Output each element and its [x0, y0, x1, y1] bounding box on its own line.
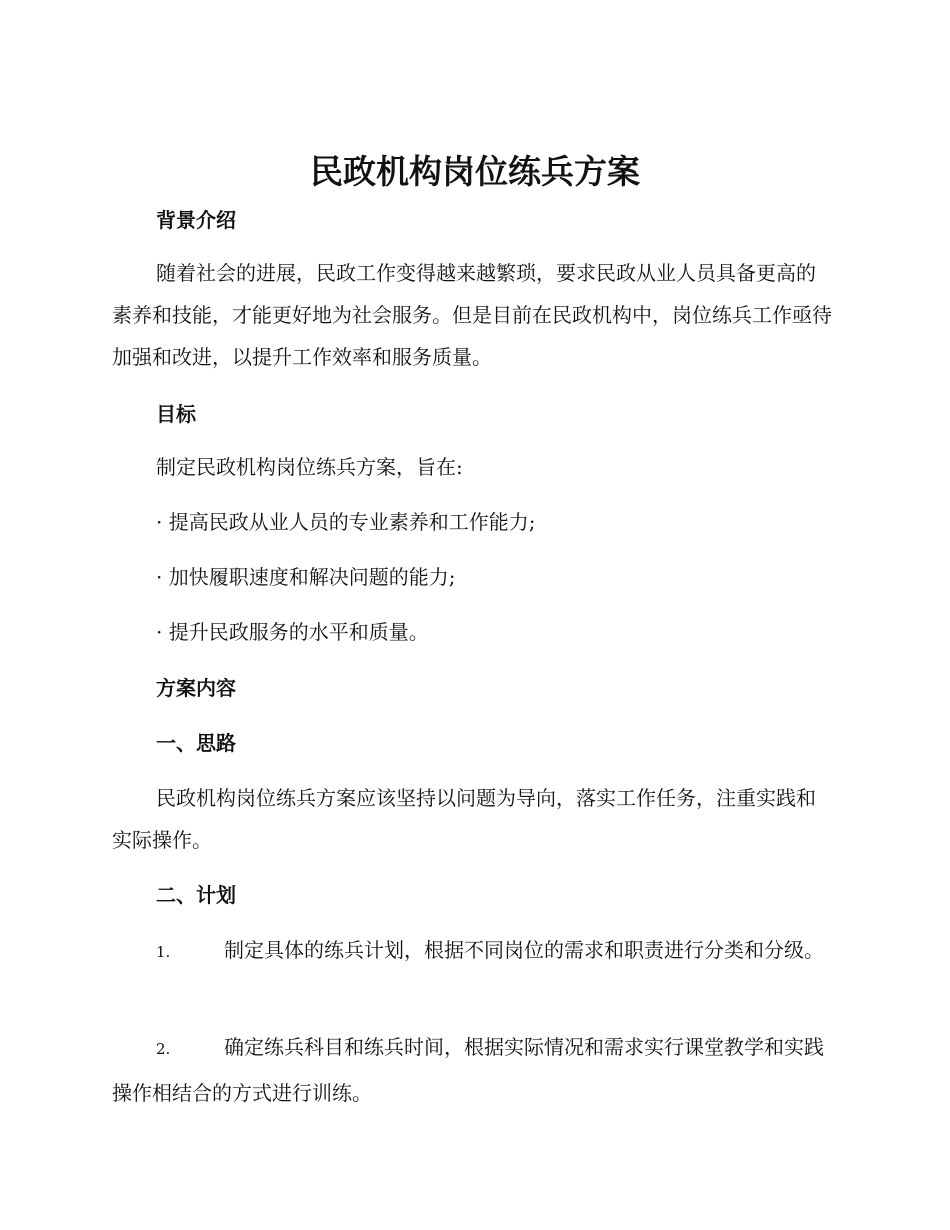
section-heading-goal: 目标	[156, 402, 196, 426]
plan-item-1	[112, 928, 832, 974]
plan-item-number: 1.	[156, 943, 171, 961]
goal-bullet-3: · 提升民政服务的水平和质量。	[156, 620, 429, 644]
background-paragraph: 随着社会的进展，民政工作变得越来越繁琐，要求民政从业人员具备更高的素养和技能，才能更好地为社会服务。但是目前在民政机构中，岗位练兵工作亟待加强和改进，以提升工作效率和服务质量。	[112, 261, 832, 369]
document-title: 民政机构岗位练兵方案	[310, 152, 640, 191]
plan-item-number: 2.	[156, 1040, 171, 1058]
goal-bullet-2: · 加快履职速度和解决问题的能力;	[156, 565, 456, 589]
section-heading-background: 背景介绍	[156, 208, 236, 232]
subsection-heading-idea: 一、思路	[156, 731, 236, 755]
section-heading-content: 方案内容	[156, 676, 236, 700]
plan-item-text: 确定练兵科目和练兵时间，根据实际情况和需求实行课堂教学和实践操作相结合的方式进行训练。	[112, 1035, 824, 1105]
goal-bullet-1: · 提高民政从业人员的专业素养和工作能力;	[156, 510, 536, 534]
goal-intro: 制定民政机构岗位练兵方案，旨在:	[156, 455, 463, 479]
idea-paragraph: 民政机构岗位练兵方案应该坚持以问题为导向，落实工作任务，注重实践和实际操作。	[112, 786, 816, 852]
plan-item-2	[112, 1025, 832, 1115]
subsection-heading-plan: 二、计划	[156, 883, 236, 907]
plan-item-text: 制定具体的练兵计划，根据不同岗位的需求和职责进行分类和分级。	[224, 938, 824, 962]
